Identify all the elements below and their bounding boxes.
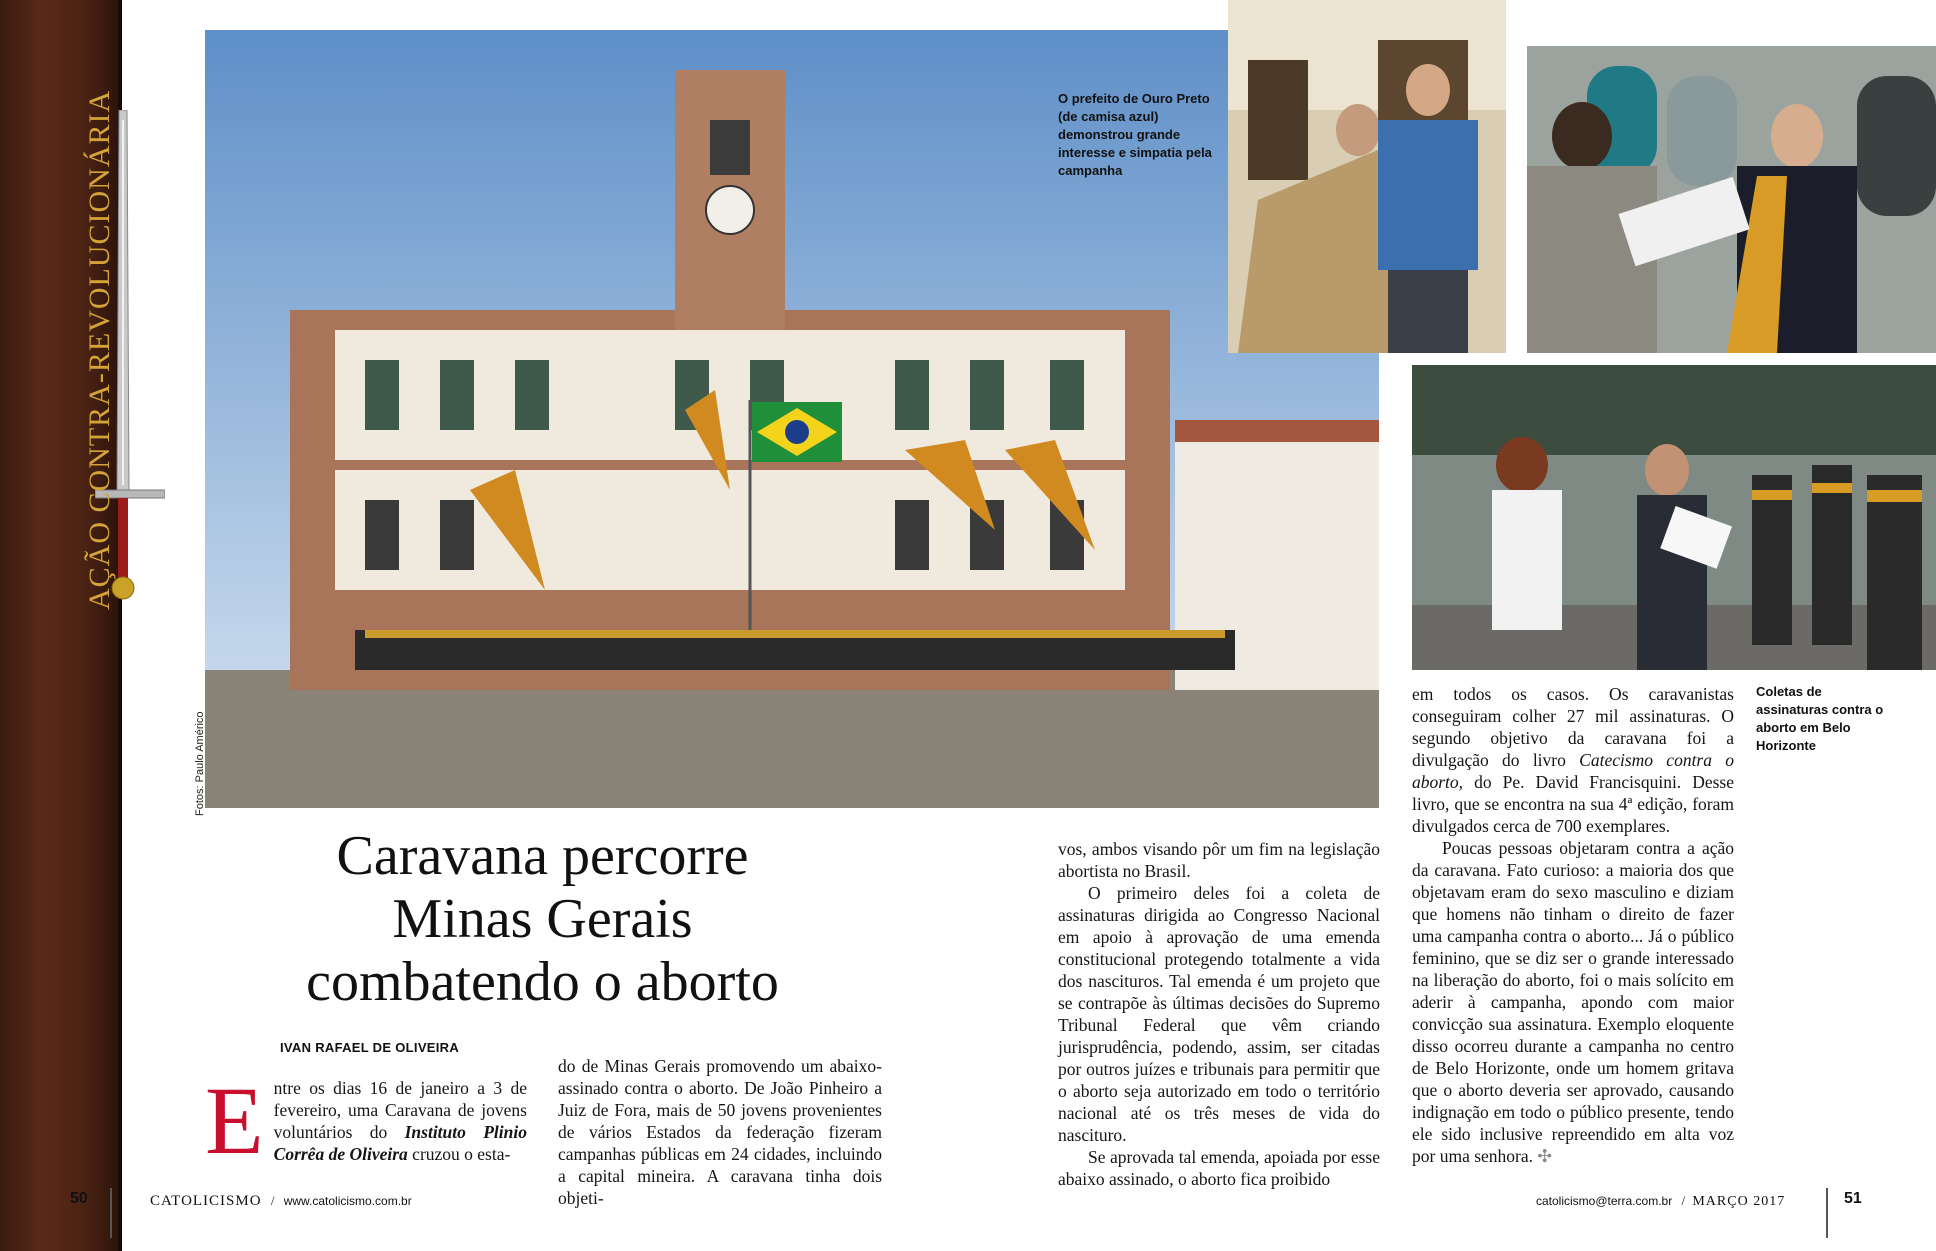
photo-belo-horizonte (1412, 365, 1936, 670)
article-paragraph: Se aprovada tal emenda, apoiada por esse abaixo assinado, o aborto fica proibido (1058, 1147, 1380, 1189)
article-text: cruzou o esta- (412, 1144, 511, 1164)
caption-mayor: O prefeito de Ouro Preto (de camisa azul) demonstrou grande interesse e simpatia pela campanha (1058, 91, 1212, 178)
footer-separator: / (270, 1193, 275, 1208)
byline: IVAN RAFAEL DE OLIVEIRA (280, 1040, 460, 1055)
article-text: do Pe. David Francisquini. Desse livro, que se encontra na sua 4ª edição, foram divulgados cerca de 700 exemplares. (1412, 772, 1734, 836)
footer-right (1536, 1193, 1785, 1210)
article-text: ntre os dias 16 de janeiro a 3 de fevereiro, uma Caravana de jovens voluntários do (273, 1078, 527, 1142)
headline-line: Minas Gerais (392, 888, 693, 950)
article-column-3 (1058, 838, 1380, 1190)
headline-line: Caravana percorre (336, 825, 749, 887)
section-label: AÇÃO CONTRA-REVOLUCIONÁRIA (83, 89, 116, 610)
page-number-left: 50 (70, 1190, 88, 1207)
magazine-email: catolicismo@terra.com.br (1536, 1194, 1673, 1208)
article-text: em todos os casos. Os caravanistas conseguiram colher 27 mil assinaturas. O segundo objetivo da caravana foi a divulgação do livro (1412, 684, 1734, 770)
article-paragraph: Poucas pessoas objetaram contra a ação da caravana. Fato curioso: a maioria dos que objetavam eram do sexo masculino e diziam que homens não tinham o direito de fazer uma campanha contra o aborto... Já o público feminino, que se diz ser o grande interessado na liberação do aborto, foi o mais solícito em aderir à campanha, apondo com maior convicção sua assinatura. Exemplo eloquente disso ocorreu durante a campanha no centro de Belo Horizonte, onde um homem gritava que o aborto deveria ser aprovado, causando indignação em todo o público presente, tendo ele sido inclusive repreendido em alta voz por uma senhora. (1412, 838, 1734, 1166)
issue-date: MARÇO 2017 (1692, 1194, 1786, 1209)
headline-line: combatendo o aborto (306, 951, 779, 1013)
article-paragraph: O primeiro deles foi a coleta de assinaturas dirigida ao Congresso Nacional em apoio à aprovação de uma emenda constitucional protegendo totalmente a vida dos nascituros. Tal emenda é um projeto que se contrapõe às últimas decisões do Supremo Tribunal Federal que vêm criando jurisprudência, podendo, assim, ser citadas por outros juízes e tribunais para permitir que o aborto seja autorizado em todo o território nacional até os três meses de vida do nascituro. (1058, 883, 1380, 1145)
article-column-1 (205, 1067, 528, 1174)
photo-mayor (1228, 0, 1506, 353)
photo-credit: Fotos: Paulo Américo (194, 711, 206, 816)
drop-cap: E (205, 1067, 264, 1174)
book-title: Catecismo contra o aborto, (1412, 750, 1735, 792)
photo-signatures-street (1527, 46, 1936, 353)
magazine-name: CATOLICISMO (150, 1193, 262, 1209)
headline (240, 825, 845, 1014)
page-number-right: 51 (1844, 1190, 1862, 1207)
article-column-4 (1412, 683, 1734, 1167)
article-paragraph: do de Minas Gerais promovendo um abaixo-assinado contra o aborto. De João Pinheiro a Juiz de Fora, mais de 50 jovens provenientes de vários Estados da federação fizeram campanhas públicas em 24 cidades, incluindo a capital mineira. A caravana tinha dois objeti- (558, 1056, 882, 1208)
magazine-url: www.catolicismo.com.br (283, 1194, 412, 1208)
footer-separator: / (1681, 1193, 1686, 1208)
footer-left (150, 1193, 412, 1210)
institute-name: Instituto Plinio Corrêa de Oliveira (273, 1122, 528, 1164)
caption-belo-horizonte: Coletas de assinaturas contra o aborto em Belo Horizonte (1756, 684, 1884, 753)
article-paragraph: vos, ambos visando pôr um fim na legislação abortista no Brasil. (1058, 839, 1380, 881)
footer-divider-right (1826, 1188, 1828, 1238)
end-mark-icon: ✣ (1537, 1146, 1553, 1166)
article-column-2 (558, 1055, 882, 1209)
footer-divider-left (110, 1188, 112, 1238)
